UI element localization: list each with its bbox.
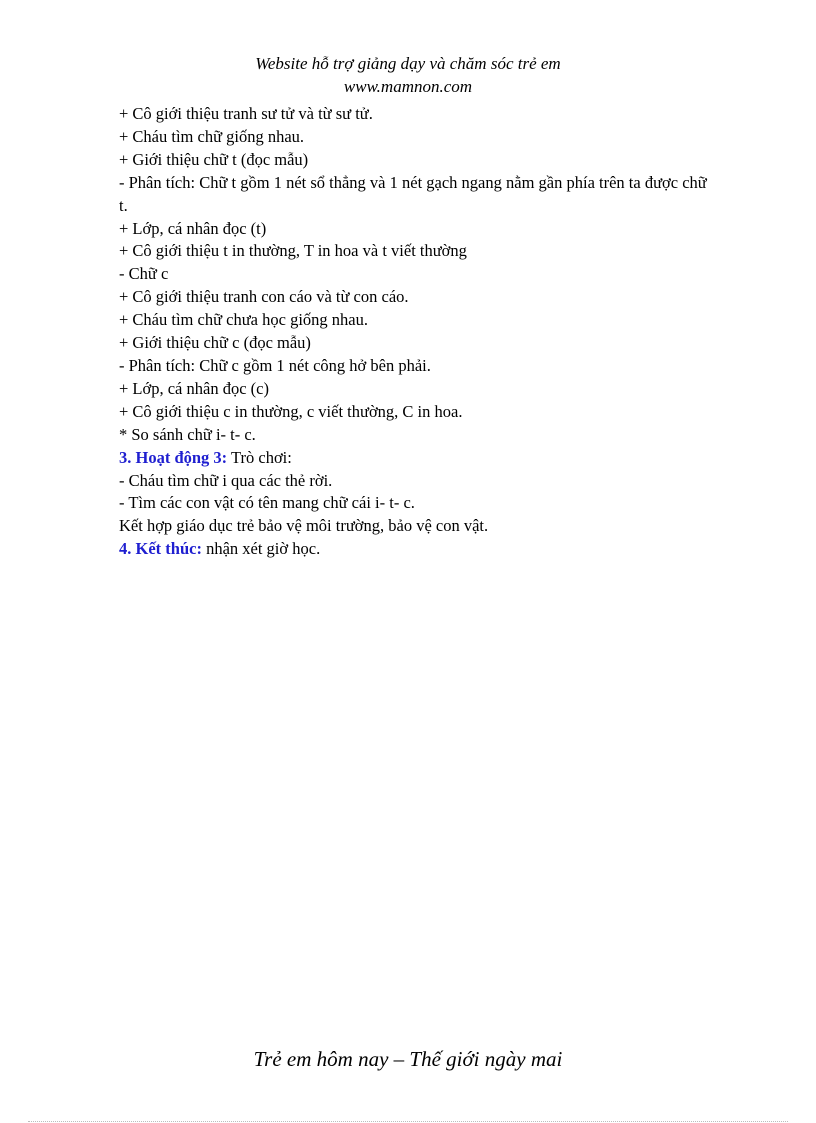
body-line: - Phân tích: Chữ c gồm 1 nét công hở bên phải. <box>119 355 431 375</box>
body-line: + Lớp, cá nhân đọc (t) <box>119 218 267 238</box>
page-footer: Trẻ em hôm nay – Thế giới ngày mai <box>253 1047 563 1071</box>
page-bottom-divider <box>28 1121 788 1122</box>
document-body <box>119 103 709 561</box>
body-line: + Cô giới thiệu tranh con cáo và từ con cáo. <box>119 287 409 307</box>
body-line: - Phân tích: Chữ t gồm 1 nét sổ thẳng và 1 nét gạch ngang nằm gần phía trên ta được chữ t. <box>119 172 707 215</box>
header-url-line: www.mamnon.com <box>343 77 473 96</box>
body-line: + Lớp, cá nhân đọc (c) <box>119 378 269 398</box>
activity3-text: Trò chơi: <box>227 447 292 467</box>
body-line: + Giới thiệu chữ t (đọc mẫu) <box>119 149 309 169</box>
ending-line <box>119 538 709 561</box>
body-line: + Giới thiệu chữ c (đọc mẫu) <box>119 333 311 353</box>
body-line: + Cô giới thiệu c in thường, c viết thường, C in hoa. <box>119 401 463 421</box>
body-line: + Cô giới thiệu tranh sư tử và từ sư tử. <box>119 104 373 123</box>
body-line: - Cháu tìm chữ i qua các thẻ rời. <box>119 470 333 490</box>
ending-heading: 4. Kết thúc: <box>119 539 202 559</box>
body-line: - Chữ c <box>119 264 169 284</box>
body-line: Kết hợp giáo dục trẻ bảo vệ môi trường, bảo vệ con vật. <box>119 516 489 536</box>
activity3-heading: 3. Hoạt động 3: <box>119 447 228 467</box>
page-header <box>0 52 816 98</box>
activity3-line <box>119 447 709 470</box>
body-line: + Cô giới thiệu t in thường, T in hoa và t viết thường <box>119 241 467 261</box>
body-line: * So sánh chữ i- t- c. <box>119 424 256 444</box>
body-line: + Cháu tìm chữ chưa học giống nhau. <box>119 310 368 330</box>
ending-text: nhận xét giờ học. <box>201 539 321 559</box>
body-line: + Cháu tìm chữ giống nhau. <box>119 126 305 146</box>
body-line: - Tìm các con vật có tên mang chữ cái i- t- c. <box>119 493 415 513</box>
header-site-line: Website hỗ trợ giảng dạy và chăm sóc trẻ em <box>255 54 561 73</box>
